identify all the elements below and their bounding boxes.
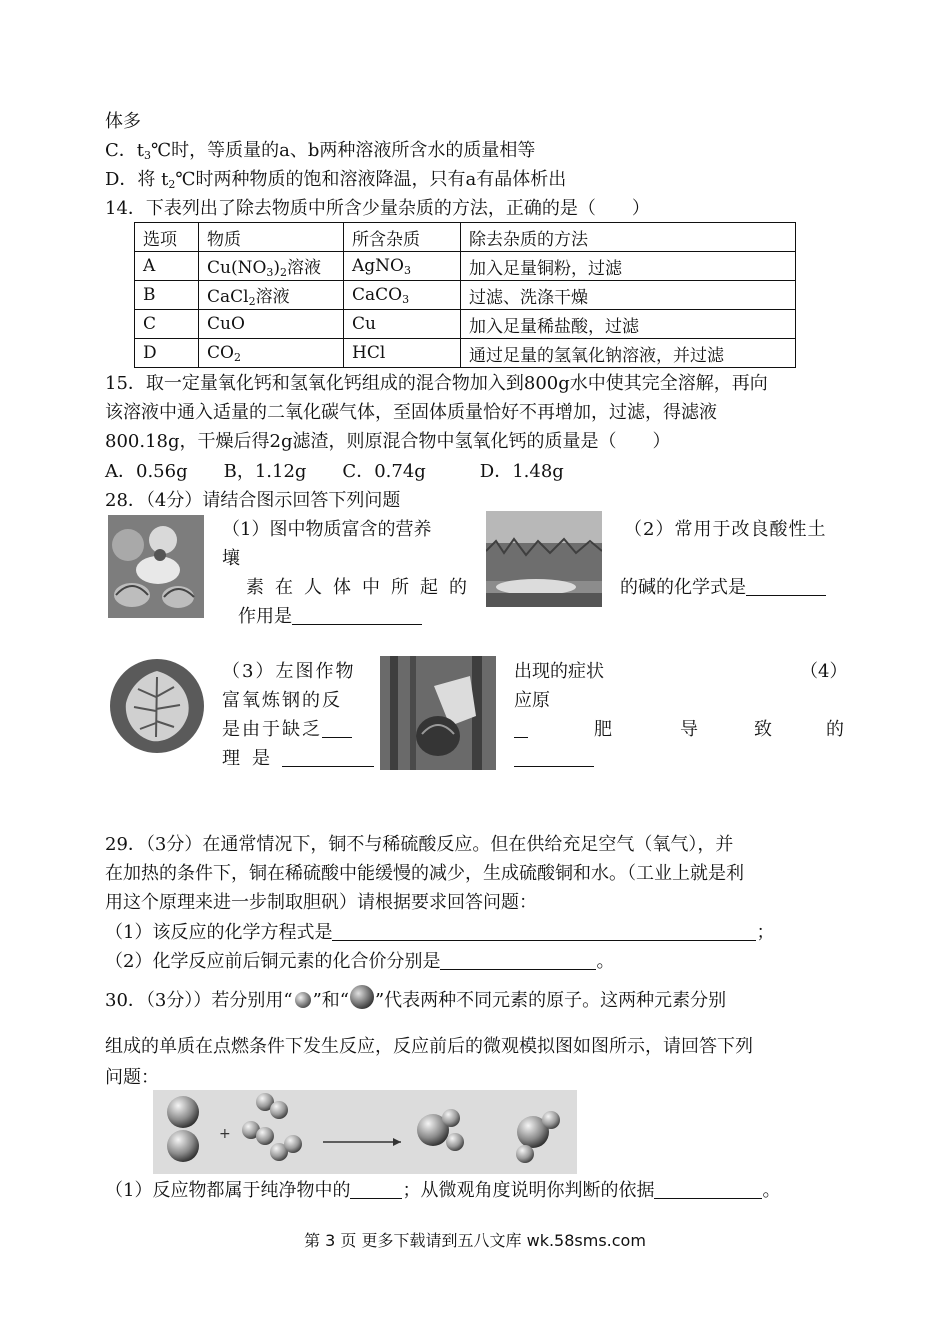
table-header-cell: 所含杂质 [344, 223, 461, 252]
impurity-removal-table [134, 222, 796, 368]
table-cell: 通过足量的氢氧化钠溶液，并过滤 [461, 339, 796, 368]
option-d-line: D．将 $t_2℃$时两种物质的饱和溶液降温，只有a有晶体析出 [105, 169, 567, 191]
table-cell: CaCO$_3$ [344, 281, 461, 310]
food-photo [108, 515, 204, 618]
answer-blank[interactable] [350, 1180, 402, 1199]
q28-part4-text: 出现的症状 [514, 661, 604, 682]
table-row [135, 281, 796, 310]
q28-part3-answer-line: 是由于缺乏 [222, 715, 352, 744]
field-photo [486, 511, 602, 607]
q28-part3-answer-line: 理是 [222, 744, 374, 773]
q28-part3-text: 富氧炼钢的反 [222, 690, 342, 711]
answer-blank[interactable] [746, 577, 826, 596]
table-cell: B [135, 281, 199, 310]
answer-blank[interactable] [332, 922, 756, 941]
table-cell: 加入足量铜粉，过滤 [461, 252, 796, 281]
q28-part4-text: 应原 [514, 690, 550, 711]
table-cell: 过滤、洗涤干燥 [461, 281, 796, 310]
table-cell: CaCl$_2$溶液 [199, 281, 344, 310]
q28-part1-text: 壤 [222, 548, 240, 569]
question-15-line: 15．取一定量氧化钙和氢氧化钙组成的混合物加入到800g水中使其完全溶解，再向 [105, 373, 768, 394]
table-row [135, 339, 796, 368]
table-cell: AgNO$_3$ [344, 252, 461, 281]
option-c-line: C．$t_3℃$时，等质量的a、b两种溶液所含水的质量相等 [105, 140, 536, 162]
table-header-row [135, 223, 796, 252]
table-header-cell: 除去杂质的方法 [461, 223, 796, 252]
leaf-photo [108, 657, 206, 755]
large-atom-icon [349, 984, 375, 1010]
table-cell: A [135, 252, 199, 281]
table-cell: D [135, 339, 199, 368]
q28-part3-text: （3）左图作物 [222, 661, 356, 682]
answer-blank[interactable] [514, 719, 528, 738]
question-15-options: A．0.56g B，1.12g C．0.74g D．1.48g [105, 461, 564, 482]
q28-part2-text: （2）常用于改良酸性土 [624, 519, 827, 540]
steelmaking-photo [380, 656, 496, 770]
answer-blank[interactable] [440, 951, 596, 970]
answer-blank[interactable] [654, 1180, 762, 1199]
table-row [135, 310, 796, 339]
question-29-line: 29．（3分）在通常情况下，铜不与稀硫酸反应。但在供给充足空气（氧气），并 [105, 834, 734, 855]
answer-blank[interactable] [292, 606, 422, 625]
line-continuation: 体多 [105, 111, 141, 132]
q28-part4-answer-line [514, 744, 594, 773]
table-cell: HCl [344, 339, 461, 368]
table-cell: 加入足量稀盐酸，过滤 [461, 310, 796, 339]
question-29-line: 用这个原理来进一步制取胆矾）请根据要求回答问题： [105, 892, 537, 913]
question-29-line: 在加热的条件下，铜在稀硫酸中能缓慢的减少，生成硫酸铜和水。（工业上就是利 [105, 863, 744, 884]
table-row [135, 252, 796, 281]
q28-part4-text: （4） [800, 661, 848, 682]
question-29-sub2: （2）化学反应前后铜元素的化合价分别是 。 [105, 951, 615, 972]
page-footer: 第 3 页 更多下载请到五八文库 wk.58sms.com [304, 1231, 646, 1250]
answer-blank[interactable] [322, 719, 352, 738]
reaction-diagram [153, 1090, 577, 1174]
q28-part2-answer-line: 的碱的化学式是 [620, 573, 826, 602]
table-cell: $CO_2$ [199, 339, 344, 368]
answer-blank[interactable] [514, 748, 594, 767]
question-30-line: 问题： [105, 1067, 159, 1088]
q28-part1-text: 素在人体中所起的 [246, 577, 478, 598]
answer-blank[interactable] [282, 748, 374, 767]
plus-sign: + [219, 1126, 231, 1142]
table-header-cell: 选项 [135, 223, 199, 252]
question-15-line: 800.18g，干燥后得2g滤渣，则原混合物中氢氧化钙的质量是（ ） [105, 431, 671, 452]
table-cell: CuO [199, 310, 344, 339]
small-atom-icon [293, 990, 313, 1010]
question-15-line: 该溶液中通入适量的二氧化碳气体，至固体质量恰好不再增加，过滤，得滤液 [105, 402, 717, 423]
table-cell: Cu [344, 310, 461, 339]
table-cell: $Cu(NO_3)_2$溶液 [199, 252, 344, 281]
table-cell: C [135, 310, 199, 339]
q28-part1-answer-line: 作用是 [238, 602, 422, 631]
question-30-sub1: （1）反应物都属于纯净物中的 ；从微观角度说明你判断的依据 。 [105, 1180, 781, 1201]
question-30-line: 30．（3分））若分别用“ ”和“ ”代表两种不同元素的原子。这两种元素分别 [105, 984, 726, 1013]
q28-part4-answer-line: 肥 导 致 的 [514, 715, 844, 744]
q28-part1-text: （1）图中物质富含的营养 [222, 519, 432, 540]
table-header-cell: 物质 [199, 223, 344, 252]
question-14-stem: 14．下表列出了除去物质中所含少量杂质的方法，正确的是（ ） [105, 198, 650, 219]
question-28-title: 28．（4分）请结合图示回答下列问题 [105, 490, 401, 511]
question-29-sub1: （1）该反应的化学方程式是 ； [105, 922, 775, 943]
question-30-line: 组成的单质在点燃条件下发生反应，反应前后的微观模拟图如图所示，请回答下列 [105, 1036, 753, 1057]
